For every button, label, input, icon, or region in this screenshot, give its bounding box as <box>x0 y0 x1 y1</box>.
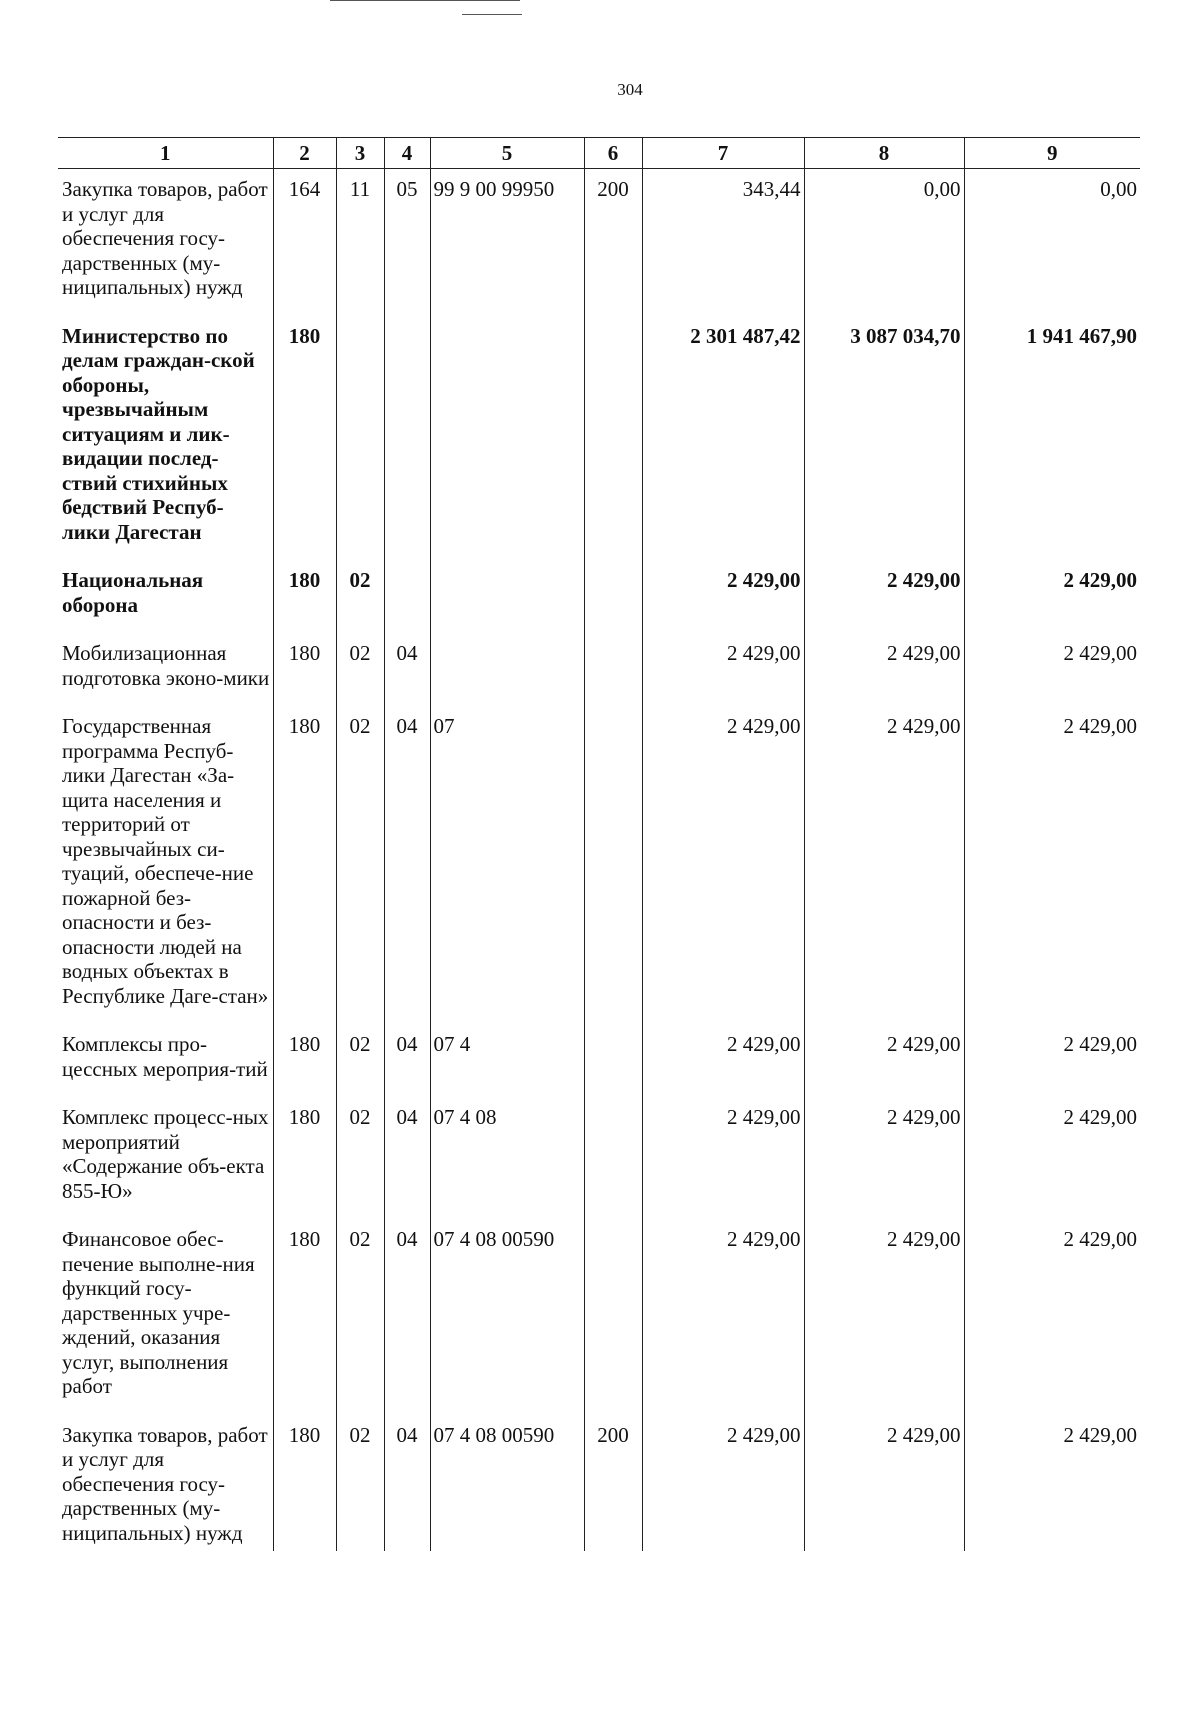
cell-target-article: 07 4 08 00590 <box>430 1227 584 1423</box>
cell-amount-col7: 2 301 487,42 <box>642 324 804 569</box>
cell-amount-col9: 2 429,00 <box>964 568 1140 641</box>
cell-ministry-code: 180 <box>273 1032 336 1105</box>
header-row <box>58 138 1140 169</box>
cell-amount-col8: 3 087 034,70 <box>804 324 964 569</box>
cell-section: 02 <box>336 1227 384 1423</box>
cell-expense-type <box>584 1105 642 1227</box>
cell-ministry-code: 180 <box>273 568 336 641</box>
cell-target-article <box>430 324 584 569</box>
table-header <box>58 138 1140 169</box>
column-header: 6 <box>584 138 642 169</box>
cell-amount-col7: 2 429,00 <box>642 568 804 641</box>
cell-section: 02 <box>336 641 384 714</box>
cell-target-article <box>430 568 584 641</box>
row-name: Комплексы про-цессных мероприя-тий <box>62 1032 268 1081</box>
cell-section: 02 <box>336 714 384 1032</box>
table-row <box>58 324 1140 569</box>
cell-amount-col9: 2 429,00 <box>964 1423 1140 1552</box>
cell-ministry-code: 180 <box>273 1227 336 1423</box>
cell-amount-col7: 343,44 <box>642 169 804 324</box>
table-row <box>58 568 1140 641</box>
cell-section <box>336 324 384 569</box>
cell-section: 02 <box>336 1423 384 1552</box>
cell-ministry-code: 180 <box>273 324 336 569</box>
row-name: Национальная оборона <box>62 568 204 617</box>
cell-subsection: 04 <box>384 641 430 714</box>
cell-amount-col7: 2 429,00 <box>642 1423 804 1552</box>
cell-amount-col8: 2 429,00 <box>804 568 964 641</box>
cell-amount-col8: 2 429,00 <box>804 1227 964 1423</box>
column-header: 4 <box>384 138 430 169</box>
column-header: 2 <box>273 138 336 169</box>
cell-subsection: 04 <box>384 1423 430 1552</box>
cell-ministry-code: 164 <box>273 169 336 324</box>
cell-expense-type <box>584 1032 642 1105</box>
cell-target-article: 07 4 08 <box>430 1105 584 1227</box>
cell-amount-col9: 2 429,00 <box>964 641 1140 714</box>
cell-target-article: 07 4 08 00590 <box>430 1423 584 1552</box>
row-name: Финансовое обес-печение выполне-ния функций госу-дарственных учре-ждений, оказания услуг, выполнения работ <box>62 1227 255 1398</box>
cell-amount-col8: 2 429,00 <box>804 641 964 714</box>
cell-section: 02 <box>336 1105 384 1227</box>
cell-section: 02 <box>336 1032 384 1105</box>
row-name: Закупка товаров, работ и услуг для обеспечения госу-дарственных (му-ниципальных) нужд <box>62 177 268 299</box>
column-header: 1 <box>58 138 273 169</box>
cell-target-article: 07 <box>430 714 584 1032</box>
cell-expense-type <box>584 568 642 641</box>
cell-amount-col7: 2 429,00 <box>642 714 804 1032</box>
table-row <box>58 1105 1140 1227</box>
table-row <box>58 1032 1140 1105</box>
cell-target-article <box>430 641 584 714</box>
row-name: Мобилизационная подготовка эконо-мики <box>62 641 270 690</box>
cell-section: 02 <box>336 568 384 641</box>
row-name: Закупка товаров, работ и услуг для обеспечения госу-дарственных (му-ниципальных) нужд <box>62 1422 268 1545</box>
row-name: Министерство по делам граждан-ской обороны, чрезвычайным ситуациям и лик-видации послед-ствий стихийных бедствий Респуб-лики Дагестан <box>62 323 255 544</box>
row-name: Комплекс процесс-ных мероприятий «Содержание объ-екта 855-Ю» <box>62 1105 269 1203</box>
cell-expense-type <box>584 324 642 569</box>
cell-subsection: 04 <box>384 1227 430 1423</box>
cell-amount-col8: 0,00 <box>804 169 964 324</box>
cell-subsection: 04 <box>384 1105 430 1227</box>
cell-amount-col9: 2 429,00 <box>964 714 1140 1032</box>
cell-ministry-code: 180 <box>273 641 336 714</box>
scan-artifact-line <box>330 0 520 1</box>
cell-subsection: 04 <box>384 1032 430 1105</box>
cell-amount-col7: 2 429,00 <box>642 641 804 714</box>
cell-ministry-code: 180 <box>273 1423 336 1552</box>
table-row <box>58 714 1140 1032</box>
cell-expense-type <box>584 714 642 1032</box>
column-header: 7 <box>642 138 804 169</box>
cell-ministry-code: 180 <box>273 714 336 1032</box>
table-row <box>58 641 1140 714</box>
table-row <box>58 1227 1140 1423</box>
cell-target-article: 07 4 <box>430 1032 584 1105</box>
scan-artifact-line <box>462 14 522 15</box>
cell-subsection: 05 <box>384 169 430 324</box>
cell-section: 11 <box>336 169 384 324</box>
cell-amount-col8: 2 429,00 <box>804 714 964 1032</box>
column-header: 9 <box>964 138 1140 169</box>
cell-expense-type: 200 <box>584 1423 642 1552</box>
column-header: 8 <box>804 138 964 169</box>
cell-target-article: 99 9 00 99950 <box>430 169 584 324</box>
cell-amount-col7: 2 429,00 <box>642 1227 804 1423</box>
row-name: Государственная программа Респуб-лики Дагестан «За-щита населения и территорий от чрезвычайных си-туаций, обеспече-ние пожарной без-опасности и без-опасности людей на водных объектах в Республике Даге-стан» <box>62 714 269 1008</box>
cell-expense-type <box>584 641 642 714</box>
cell-subsection: 04 <box>384 714 430 1032</box>
cell-amount-col8: 2 429,00 <box>804 1032 964 1105</box>
cell-expense-type: 200 <box>584 169 642 324</box>
page-number: 304 <box>617 80 643 99</box>
cell-amount-col7: 2 429,00 <box>642 1105 804 1227</box>
cell-subsection <box>384 568 430 641</box>
table-body <box>58 169 1140 1552</box>
cell-amount-col7: 2 429,00 <box>642 1032 804 1105</box>
column-header: 5 <box>430 138 584 169</box>
cell-amount-col9: 1 941 467,90 <box>964 324 1140 569</box>
cell-amount-col8: 2 429,00 <box>804 1423 964 1552</box>
cell-amount-col9: 2 429,00 <box>964 1227 1140 1423</box>
table-row <box>58 169 1140 324</box>
cell-amount-col8: 2 429,00 <box>804 1105 964 1227</box>
cell-subsection <box>384 324 430 569</box>
cell-amount-col9: 0,00 <box>964 169 1140 324</box>
cell-amount-col9: 2 429,00 <box>964 1032 1140 1105</box>
cell-expense-type <box>584 1227 642 1423</box>
cell-amount-col9: 2 429,00 <box>964 1105 1140 1227</box>
table-row <box>58 1423 1140 1552</box>
budget-table <box>58 137 1140 1551</box>
cell-ministry-code: 180 <box>273 1105 336 1227</box>
column-header: 3 <box>336 138 384 169</box>
